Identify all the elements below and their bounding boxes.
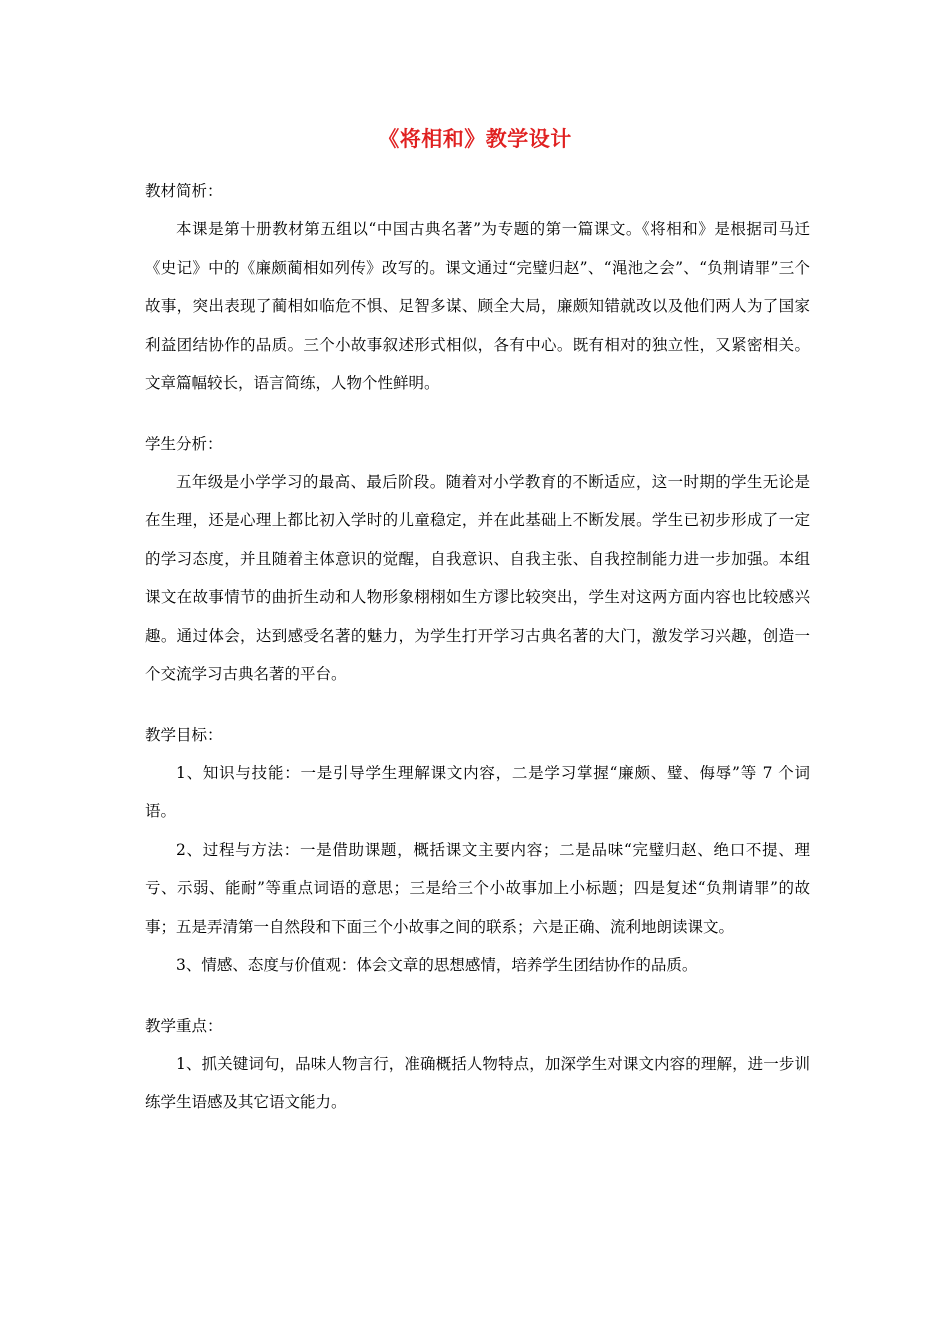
body-paragraph: 3、情感、态度与价值观：体会文章的思想感情，培养学生团结协作的品质。	[176, 956, 698, 974]
section-heading: 教学目标：	[145, 725, 223, 744]
section-student-analysis	[145, 425, 810, 694]
body-paragraph: 1、抓关键词句，品味人物言行，准确概括人物特点，加深学生对课文内容的理解，进一步训练学生语感及其它语文能力。	[145, 1054, 810, 1111]
body-paragraph: 2、过程与方法：一是借助课题，概括课文主要内容；二是品味“完璧归赵、绝口不提、理亏、示弱、能耐”等重点词语的意思；三是给三个小故事加上小标题；四是复述“负荆请罪”的故事；五是弄清第一自然段和下面三个小故事之间的联系；六是正确、流利地朗读课文。	[145, 840, 810, 936]
body-paragraph: 本课是第十册教材第五组以“中国古典名著”为专题的第一篇课文。《将相和》是根据司马迁《史记》中的《廉颇蔺相如列传》改写的。课文通过“完璧归赵”、“渑池之会”、“负荆请罪”三个故事，突出表现了蔺相如临危不惧、足智多谋、顾全大局，廉颇知错就改以及他们两人为了国家利益团结协作的品质。三个小故事叙述形式相似，各有中心。既有相对的独立性，又紧密相关。文章篇幅较长，语言简练，人物个性鲜明。	[145, 220, 810, 392]
section-heading: 学生分析：	[145, 434, 223, 453]
document-body	[145, 172, 810, 1122]
body-paragraph: 五年级是小学学习的最高、最后阶段。随着对小学教育的不断适应，这一时期的学生无论是在生理，还是心理上都比初入学时的儿童稳定，并在此基础上不断发展。学生已初步形成了一定的学习态度，并且随着主体意识的觉醒，自我意识、自我主张、自我控制能力进一步加强。本组课文在故事情节的曲折生动和人物形象栩栩如生方谬比较突出，学生对这两方面内容也比较感兴趣。通过体会，达到感受名著的魅力，为学生打开学习古典名著的大门，激发学习兴趣，创造一个交流学习古典名著的平台。	[145, 472, 810, 683]
section-heading: 教材简析：	[145, 182, 223, 200]
section-heading: 教学重点：	[145, 1016, 223, 1035]
section-teaching-focus	[145, 1007, 810, 1122]
section-teaching-goals	[145, 716, 810, 985]
document-title: 《将相和》教学设计	[378, 126, 572, 151]
section-textbook-analysis	[145, 172, 810, 403]
body-paragraph: 1、知识与技能：一是引导学生理解课文内容，二是学习掌握“廉颇、璧、侮辱”等 7 个词语。	[145, 763, 810, 820]
